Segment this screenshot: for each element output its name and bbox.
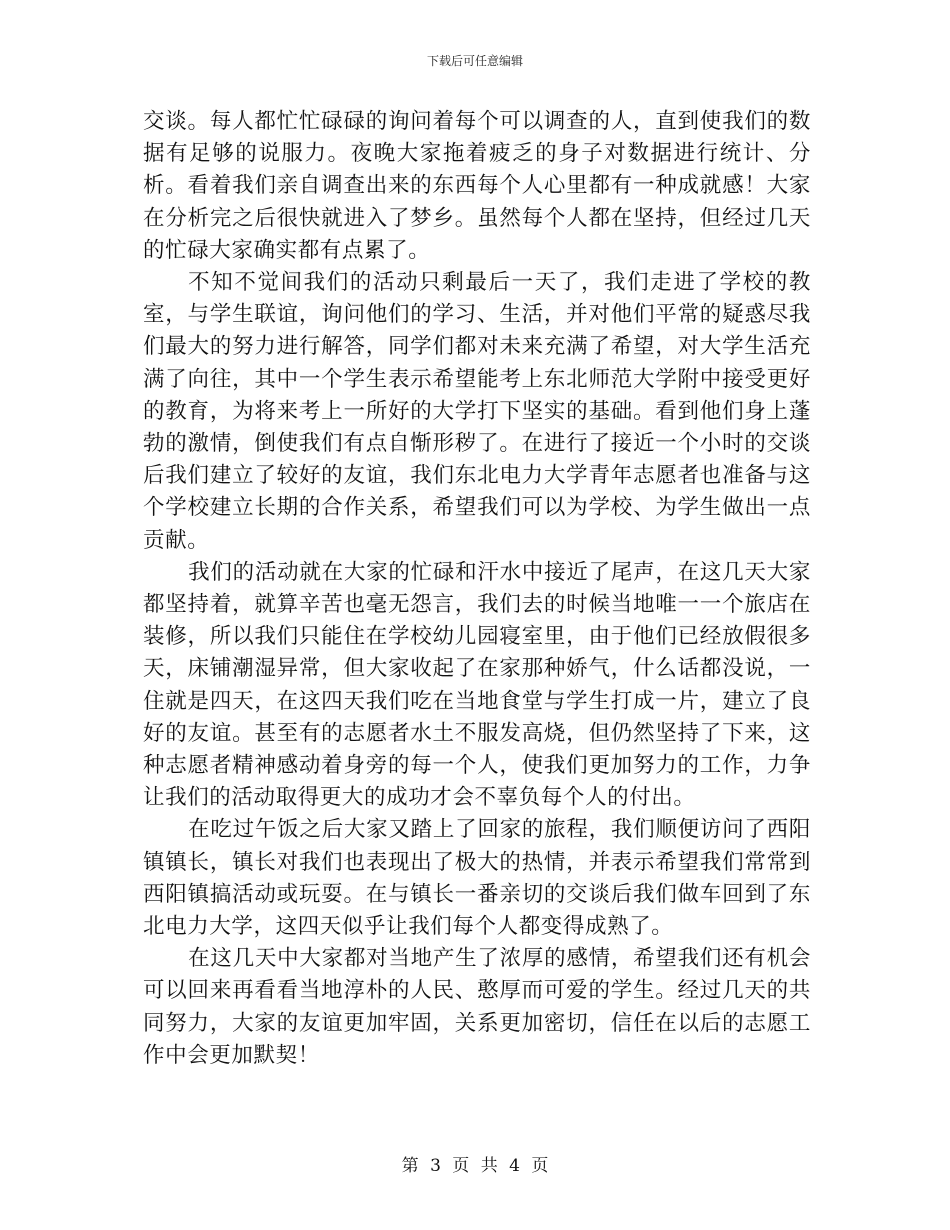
page-number-footer: 第 3 页 共 4 页 bbox=[401, 1156, 549, 1176]
paragraph: 在这几天中大家都对当地产生了浓厚的感情，希望我们还有机会可以回来再看看当地淳朴的人民、憨厚而可爱的学生。经过几天的共同努力，大家的友谊更加牢固，关系更加密切，信任在以后的志愿工作中会更加默契！ bbox=[143, 946, 811, 1068]
page-header: 下载后可任意编辑 bbox=[426, 54, 523, 68]
document-body bbox=[143, 106, 811, 1072]
paragraph-continued: 交谈。每人都忙忙碌碌的询问着每个可以调查的人，直到使我们的数据有足够的说服力。夜晚大家拖着疲乏的身子对数据进行统计、分析。看着我们亲自调查出来的东西每个人心里都有一种成就感！大家在分析完之后很快就进入了梦乡。虽然每个人都在坚持，但经过几天的忙碌大家确实都有点累了。 bbox=[143, 109, 811, 263]
paragraph: 不知不觉间我们的活动只剩最后一天了，我们走进了学校的教室，与学生联谊，询问他们的学习、生活，并对他们平常的疑惑尽我们最大的努力进行解答，同学们都对未来充满了希望，对大学生活充满了向往，其中一个学生表示希望能考上东北师范大学附中接受更好的教育，为将来考上一所好的大学打下坚实的基础。看到他们身上蓬勃的激情，倒使我们有点自惭形秽了。在进行了接近一个小时的交谈后我们建立了较好的友谊，我们东北电力大学青年志愿者也准备与这个学校建立长期的合作关系，希望我们可以为学校、为学生做出一点贡献。 bbox=[143, 270, 811, 553]
paragraph: 在吃过午饭之后大家又踏上了回家的旅程，我们顺便访问了西阳镇镇长，镇长对我们也表现出了极大的热情，并表示希望我们常常到西阳镇搞活动或玩耍。在与镇长一番亲切的交谈后我们做车回到了东北电力大学，这四天似乎让我们每个人都变得成熟了。 bbox=[143, 817, 811, 940]
paragraph: 我们的活动就在大家的忙碌和汗水中接近了尾声，在这几天大家都坚持着，就算辛苦也毫无怨言，我们去的时候当地唯一一个旅店在装修，所以我们只能住在学校幼儿园寝室里，由于他们已经放假很多天，床铺潮湿异常，但大家收起了在家那种娇气，什么话都没说，一住就是四天，在这四天我们吃在当地食堂与学生打成一片，建立了良好的友谊。甚至有的志愿者水土不服发高烧，但仍然坚持了下来，这种志愿者精神感动着身旁的每一个人，使我们更加努力的工作，力争让我们的活动取得更大的成功才会不辜负每个人的付出。 bbox=[143, 559, 811, 811]
